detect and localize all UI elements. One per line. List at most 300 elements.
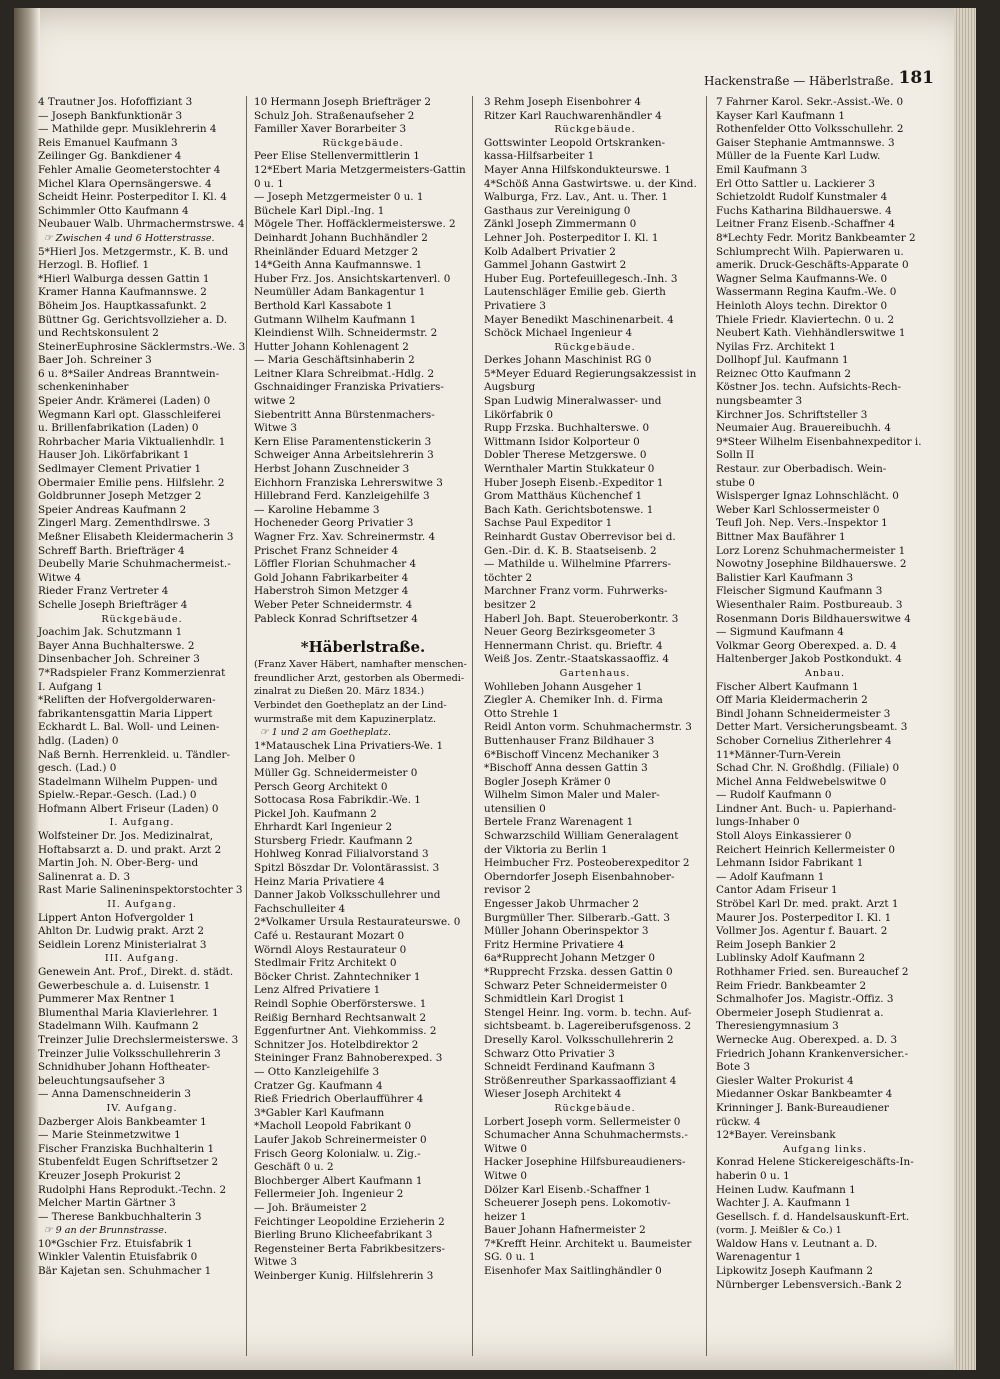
directory-entry: Stedlmair Fritz Architekt 0: [254, 957, 397, 970]
directory-entry: 6a*Rupprecht Johann Metzger 0: [484, 952, 656, 965]
directory-entry: Böheim Jos. Hauptkassafunkt. 2: [38, 299, 207, 312]
directory-entry: Siebentritt Anna Bürstenmachers-: [254, 408, 435, 421]
directory-entry: der Viktoria zu Berlin 1: [484, 843, 608, 856]
directory-entry: Ströbel Karl Dr. med. prakt. Arzt 1: [716, 898, 899, 911]
directory-entry: Wagner Selma Kaufmanns-We. 0: [716, 272, 888, 285]
directory-entry: Gschnaidinger Franziska Privatiers-: [254, 381, 444, 394]
directory-entry: Haberstroh Simon Metzger 4: [254, 585, 409, 598]
directory-page: [14, 8, 976, 1370]
directory-entry: — Joseph Metzgermeister 0 u. 1: [254, 191, 424, 204]
directory-entry: Detter Mart. Versicherungsbeamt. 3: [716, 721, 908, 734]
directory-entry: Wislsperger Ignaz Lohnschlächt. 0: [716, 490, 899, 503]
directory-entry: u. Brillenfabrikation (Laden) 0: [38, 422, 199, 435]
directory-entry: Persch Georg Architekt 0: [254, 780, 388, 793]
directory-entry: Schmidtlein Karl Drogist 1: [484, 993, 625, 1006]
directory-entry: 7 Fahrner Karol. Sekr.-Assist.-We. 0: [716, 96, 904, 108]
directory-entry: Heinz Maria Privatiere 4: [254, 875, 385, 888]
directory-entry: und Rechtskonsulent 2: [38, 327, 159, 340]
directory-entry: Rothenfelder Otto Volksschullehr. 2: [716, 123, 904, 136]
directory-entry: SG. 0 u. 1: [484, 1251, 536, 1264]
directory-entry: Martin Joh. N. Ober-Berg- und: [38, 857, 199, 870]
directory-entry: 11*Männer-Turn-Verein: [716, 748, 841, 761]
directory-entry: Fischer Albert Kaufmann 1: [716, 680, 859, 693]
directory-entry: Joachim Jak. Schutzmann 1: [38, 626, 183, 639]
directory-entry: Witwe 3: [254, 1256, 297, 1269]
directory-entry: Spielw.-Repar.-Gesch. (Lad.) 0: [38, 789, 197, 802]
directory-entry: Oberndorfer Joseph Eisenbahnober-: [484, 870, 675, 883]
directory-entry: Kleindienst Wilh. Schneidermstr. 2: [254, 327, 438, 340]
directory-entry: Nyilas Frz. Architekt 1: [716, 340, 836, 353]
directory-entry: — Joseph Bankfunktionär 3: [38, 109, 183, 122]
directory-entry: Herbst Johann Zuschneider 3: [254, 463, 410, 476]
directory-entry: 5*Meyer Eduard Regierungsakzessist in: [484, 367, 697, 380]
directory-entry: 4*Schöß Anna Gastwirtswe. u. der Kind.: [484, 177, 697, 190]
directory-entry: Kramer Hanna Kaufmannswe. 2: [38, 286, 207, 299]
directory-entry: Wilhelm Simon Maler und Maler-: [484, 789, 660, 802]
directory-entry: schenkeninhaber: [38, 381, 129, 394]
directory-entry: Haberl Joh. Bapt. Steueroberkontr. 3: [484, 612, 679, 625]
directory-entry: Schwarz Otto Privatier 3: [484, 1047, 615, 1060]
directory-entry: Schietzoldt Rudolf Kunstmaler 4: [716, 191, 888, 204]
directory-entry: Hacker Josephine Hilfsbureaudieners-: [484, 1156, 686, 1169]
directory-entry: Wagner Frz. Xav. Schreinermstr. 4: [254, 531, 436, 543]
directory-entry: Neuer Georg Bezirksgeometer 3: [484, 626, 656, 639]
street-description: freundlicher Arzt, gestorben als Obermedi-: [254, 672, 465, 684]
directory-entry: Müller de la Fuente Karl Ludw.: [716, 150, 881, 163]
directory-entry: 5*Hierl Jos. Metzgermstr., K. B. und: [38, 245, 229, 258]
directory-entry: — Rudolf Kaufmann 0: [716, 789, 832, 802]
directory-entry: Reis Emanuel Kaufmann 3: [38, 136, 178, 149]
directory-entry: Derkes Johann Maschinist RG 0: [484, 354, 652, 367]
directory-entry: Dölzer Karl Eisenb.-Schaffner 1: [484, 1183, 651, 1196]
directory-entry: Bittner Max Baufährer 1: [716, 531, 846, 543]
directory-entry: Büchele Karl Dipl.-Ing. 1: [254, 204, 385, 217]
directory-entry: Hohlweg Konrad Filialvorstand 3: [254, 848, 429, 861]
directory-entry: SteinerEuphrosine Säcklermstrs.-We. 3: [38, 340, 246, 353]
directory-entry: 8*Lechty Fedr. Moritz Bankbeamter 2: [716, 231, 916, 244]
directory-entry: Spitzl Böszdar Dr. Volontärassist. 3: [254, 862, 440, 875]
directory-entry: Eggenfurtner Ant. Viehkommiss. 2: [254, 1025, 437, 1038]
directory-entry: Regensteiner Berta Fabrikbesitzers-: [254, 1242, 445, 1255]
directory-entry: — Therese Bankbuchhalterin 3: [38, 1210, 202, 1223]
directory-entry: Wolfsteiner Dr. Jos. Medizinalrat,: [38, 830, 214, 843]
directory-entry: Otto Strehle 1: [484, 707, 559, 720]
directory-entry: lungs-Inhaber 0: [716, 816, 800, 829]
directory-entry: Familler Xaver Borarbeiter 3: [254, 123, 407, 136]
directory-entry: Böcker Christ. Zahntechniker 1: [254, 970, 421, 983]
directory-entry: Reißig Bernhard Rechtsanwalt 2: [254, 1011, 427, 1024]
directory-entry: utensilien 0: [484, 802, 546, 815]
directory-entry: Gutmann Wilhelm Kaufmann 1: [254, 313, 417, 326]
section-heading: I. Aufgang.: [109, 817, 175, 829]
cross-reference-note: ☞ Zwischen 4 und 6 Hotterstrasse.: [44, 232, 215, 244]
directory-entry: Mayer Anna Hilfskondukteurswe. 1: [484, 163, 671, 176]
column-3: [480, 96, 707, 1356]
directory-entry: Strößenreuther Sparkassaoffiziant 4: [484, 1074, 677, 1087]
directory-entry: 2*Volkamer Ursula Restaurateurswe. 0: [254, 916, 461, 929]
directory-entry: — Mathilde u. Wilhelmine Pfarrers-: [484, 558, 671, 571]
directory-entry: 6*Bischoff Vincenz Mechaniker 3: [484, 748, 660, 761]
directory-entry: Herzogl. B. Hoflief. 1: [38, 259, 150, 272]
directory-entry: Fellermeier Joh. Ingenieur 2: [254, 1188, 404, 1201]
directory-entry: revisor 2: [484, 884, 531, 897]
page-number: 181: [898, 68, 934, 88]
directory-entry: Schulz Joh. Straßenaufseher 2: [254, 109, 415, 122]
section-heading: Rückgebäude.: [101, 613, 183, 625]
directory-entry: 7*Krefft Heinr. Architekt u. Baumeister: [484, 1237, 692, 1250]
section-heading: Gartenhaus.: [559, 667, 631, 679]
directory-entry: Rupp Frzska. Buchhalterswe. 0: [484, 422, 650, 435]
section-heading: Rückgebäude.: [554, 124, 636, 136]
directory-entry: Reindl Sophie Oberförsterswe. 1: [254, 998, 427, 1010]
street-description: (vorm. J. Meißler & Co.) 1: [716, 1225, 842, 1237]
directory-entry: Witwe 0: [484, 1169, 527, 1182]
directory-entry: Mayer Benedikt Maschinenarbeit. 4: [484, 313, 674, 326]
directory-entry: Kayser Karl Kaufmann 1: [716, 109, 845, 122]
directory-entry: Huber Frz. Jos. Ansichtskartenverl. 0: [254, 272, 451, 285]
directory-entry: Gold Johann Fabrikarbeiter 4: [254, 571, 409, 584]
directory-entry: Lippert Anton Hofvergolder 1: [38, 911, 195, 924]
directory-entry: Schlumprecht Wilh. Papierwaren u.: [716, 245, 904, 258]
directory-entry: 7*Radspieler Franz Kommerzienrat: [38, 666, 226, 679]
directory-entry: Stursberg Friedr. Kaufmann 2: [254, 834, 413, 847]
directory-entry: Hillebrand Ferd. Kanzleigehilfe 3: [254, 490, 430, 503]
directory-entry: Rheinländer Eduard Metzger 2: [254, 245, 419, 258]
directory-entry: Scheidt Heinr. Posterpeditor I. Kl. 4: [38, 191, 227, 204]
directory-entry: Bindl Johann Schneidermeister 3: [716, 707, 891, 720]
column-2: [250, 96, 473, 1356]
directory-entry: 1*Matauschek Lina Privatiers-We. 1: [254, 739, 444, 752]
directory-entry: Hutter Johann Kohlenagent 2: [254, 340, 409, 353]
directory-entry: Gesellsch. f. d. Handelsauskunft-Ert.: [716, 1210, 910, 1223]
directory-entry: Privatiere 3: [484, 299, 547, 312]
directory-entry: Off Maria Kleidermacherin 2: [716, 694, 868, 707]
directory-entry: Wieser Joseph Architekt 4: [484, 1088, 622, 1101]
directory-entry: Kirchner Jos. Schriftsteller 3: [716, 408, 868, 421]
directory-entry: Lorbert Joseph vorm. Sellermeister 0: [484, 1115, 681, 1128]
directory-entry: Erl Otto Sattler u. Lackierer 3: [716, 177, 875, 190]
section-heading: IV. Aufgang.: [106, 1102, 178, 1114]
directory-entry: *Hierl Walburga dessen Gattin 1: [38, 272, 210, 285]
directory-entry: Müller Gg. Schneidermeister 0: [254, 766, 418, 779]
directory-entry: Bote 3: [716, 1061, 751, 1074]
directory-entry: Huber Eug. Portefeuillegesch.-Inh. 3: [484, 272, 678, 285]
directory-entry: Kreuzer Joseph Prokurist 2: [38, 1169, 181, 1182]
directory-entry: Burgmüller Ther. Silberarb.-Gatt. 3: [484, 911, 670, 924]
directory-entry: Gasthaus zur Vereinigung 0: [484, 204, 631, 217]
directory-entry: Dazberger Alois Bankbeamter 1: [38, 1115, 207, 1128]
directory-entry: Baer Joh. Schreiner 3: [38, 354, 152, 367]
directory-entry: Nürnberger Lebensversich.-Bank 2: [716, 1278, 902, 1291]
directory-entry: Wegmann Karl opt. Glasschleiferei: [38, 408, 221, 421]
directory-entry: Wernthaler Martin Stukkateur 0: [484, 463, 655, 476]
directory-entry: Cantor Adam Friseur 1: [716, 884, 838, 897]
directory-entry: Hoftabsarzt a. D. und prakt. Arzt 2: [38, 843, 222, 856]
directory-entry: Speier Andreas Kaufmann 2: [38, 503, 187, 516]
directory-entry: Engesser Jakob Uhrmacher 2: [484, 898, 640, 911]
directory-entry: rückw. 4: [716, 1115, 761, 1128]
directory-entry: Sottocasa Rosa Fabrikdir.-We. 1: [254, 794, 421, 807]
directory-entry: Ahlton Dr. Ludwig prakt. Arzt 2: [38, 925, 205, 938]
directory-entry: Lehner Joh. Posterpeditor I. Kl. 1: [484, 231, 659, 244]
directory-entry: — Karoline Hebamme 3: [254, 503, 380, 516]
directory-entry: 14*Geith Anna Kaufmannswe. 1: [254, 259, 423, 272]
directory-entry: Buttenhauser Franz Bildhauer 3: [484, 734, 655, 747]
column-1: [34, 96, 247, 1356]
directory-entry: Goldbrunner Joseph Metzger 2: [38, 490, 202, 503]
directory-entry: Restaur. zur Oberbadisch. Wein-: [716, 463, 887, 476]
street-heading: *Häberlstraße.: [300, 638, 426, 657]
directory-entry: Pummerer Max Rentner 1: [38, 993, 176, 1006]
directory-entry: — Adolf Kaufmann 1: [716, 870, 825, 883]
directory-entry: Friedrich Johann Krankenversicher.-: [716, 1047, 909, 1060]
directory-entry: Dobler Therese Metzgerswe. 0: [484, 449, 647, 462]
directory-entry: Schad Chr. N. Großhdlg. (Filiale) 0: [716, 762, 900, 775]
directory-entry: Neubert Kath. Viehhändlerswitwe 1: [716, 327, 906, 340]
directory-entry: Weber Peter Schneidermstr. 4: [254, 598, 413, 611]
directory-entry: Bauer Johann Hafnermeister 2: [484, 1224, 646, 1237]
directory-entry: Naß Bernh. Herrenkleid. u. Tändler-: [38, 748, 231, 761]
directory-entry: Witwe 4: [38, 571, 81, 584]
directory-entry: Dollhopf Jul. Kaufmann 1: [716, 354, 849, 367]
directory-entry: Nowotny Josephine Bildhauerswe. 2: [716, 558, 907, 571]
directory-entry: fabrikantensgattin Maria Lippert: [38, 707, 213, 720]
directory-entry: Fehler Amalie Geometerstochter 4: [38, 163, 221, 176]
directory-entry: heizer 1: [484, 1210, 527, 1223]
directory-entry: Thiele Friedr. Klaviertechn. 0 u. 2: [716, 313, 895, 326]
directory-entry: Weinberger Kunig. Hilfslehrerin 3: [254, 1269, 434, 1282]
directory-entry: Kern Elise Paramentenstickerin 3: [254, 435, 432, 448]
directory-entry: Schober Cornelius Zitherlehrer 4: [716, 734, 892, 747]
directory-entry: Weiß Jos. Zentr.-Staatskassaoffiz. 4: [484, 653, 669, 666]
directory-entry: Zänkl Joseph Zimmermann 0: [484, 218, 637, 231]
directory-entry: Bierling Bruno Klicheefabrikant 3: [254, 1229, 433, 1242]
street-description: wurmstraße mit dem Kapuzinerplatz.: [254, 713, 436, 725]
directory-entry: Rohrbacher Maria Viktualienhdlr. 1: [38, 435, 226, 448]
directory-entry: Witwe 0: [484, 1142, 527, 1155]
directory-entry: — Anna Damenschneiderin 3: [38, 1088, 192, 1101]
directory-entry: Heimbucher Frz. Posteoberexpeditor 2: [484, 857, 690, 870]
directory-entry: Müller Johann Oberinspektor 3: [484, 925, 649, 938]
directory-entry: Hocheneder Georg Privatier 3: [254, 517, 414, 530]
directory-entry: Reiznec Otto Kaufmann 2: [716, 367, 852, 380]
directory-entry: Schweiger Anna Arbeitslehrerin 3: [254, 449, 434, 462]
directory-entry: Treinzer Julie Drechslermeisterswe. 3: [38, 1033, 239, 1046]
directory-entry: Emil Kaufmann 3: [716, 163, 808, 176]
directory-entry: besitzer 2: [484, 598, 537, 611]
directory-entry: Neubauer Walb. Uhrmachermstrswe. 4: [38, 218, 245, 231]
directory-entry: *Reliften der Hofvergolderwaren-: [38, 694, 216, 707]
directory-entry: Zingerl Marg. Zementhdlrswe. 3: [38, 517, 211, 530]
directory-entry: Meßner Elisabeth Kleidermacherin 3: [38, 531, 234, 543]
directory-entry: sichtsbeamt. b. Lagereiberufsgenoss. 2: [484, 1020, 692, 1033]
directory-entry: *Macholl Leopold Fabrikant 0: [254, 1120, 412, 1133]
street-description: zinalrat zu Dießen 20. März 1834.): [254, 686, 425, 698]
directory-entry: — Sigmund Kaufmann 4: [716, 626, 844, 639]
directory-entry: Teufl Joh. Nep. Vers.-Inspektor 1: [716, 517, 888, 530]
cross-reference-note: ☞ 9 an der Brunnstrasse.: [44, 1225, 168, 1237]
directory-entry: Lang Joh. Melber 0: [254, 753, 356, 766]
directory-entry: Vollmer Jos. Agentur f. Bauart. 2: [716, 925, 888, 938]
directory-entry: Blumenthal Maria Klavierlehrer. 1: [38, 1006, 219, 1019]
directory-entry: Marchner Franz vorm. Fuhrwerks-: [484, 585, 668, 598]
directory-entry: 9*Steer Wilhelm Eisenbahnexpeditor i.: [716, 435, 922, 448]
directory-entry: Fritz Hermine Privatiere 4: [484, 938, 624, 951]
directory-entry: Gammel Johann Gastwirt 2: [484, 259, 627, 272]
directory-entry: Stadelmann Wilh. Kaufmann 2: [38, 1020, 199, 1033]
directory-entry: Wachter J. A. Kaufmann 1: [716, 1197, 851, 1210]
directory-entry: Speier Andr. Krämerei (Laden) 0: [38, 395, 211, 408]
directory-entry: Konrad Helene Stickereigeschäfts-In-: [716, 1156, 914, 1169]
directory-entry: Lorz Lorenz Schuhmachermeister 1: [716, 544, 906, 557]
directory-entry: Cratzer Gg. Kaufmann 4: [254, 1079, 383, 1092]
directory-entry: Haltenberger Jakob Postkondukt. 4: [716, 653, 902, 666]
directory-entry: Löffler Florian Schuhmacher 4: [254, 558, 417, 571]
directory-entry: Leitner Franz Eisenb.-Schaffner 4: [716, 218, 895, 231]
directory-entry: Lautenschläger Emilie geb. Gierth: [484, 286, 666, 299]
directory-entry: Lehmann Isidor Fabrikant 1: [716, 857, 864, 870]
directory-entry: Sedlmayer Clement Privatier 1: [38, 463, 202, 476]
directory-entry: Sachse Paul Expeditor 1: [484, 517, 613, 530]
directory-entry: Wassermann Regina Kaufm.-We. 0: [716, 286, 897, 299]
directory-entry: Eisenhofer Max Saitlinghändler 0: [484, 1265, 662, 1278]
directory-entry: Pableck Konrad Schriftsetzer 4: [254, 612, 418, 625]
directory-entry: Dinsenbacher Joh. Schreiner 3: [38, 653, 200, 666]
directory-entry: Augsburg: [484, 381, 536, 394]
directory-entry: Schnidhuber Johann Hoftheater-: [38, 1061, 210, 1074]
directory-entry: Kolb Adalbert Privatier 2: [484, 245, 616, 258]
directory-entry: Witwe 3: [254, 422, 297, 435]
directory-entry: Warenagentur 1: [716, 1251, 802, 1264]
directory-entry: Wörndl Aloys Restaurateur 0: [254, 943, 407, 956]
directory-entry: Maurer Jos. Posterpeditor I. Kl. 1: [716, 911, 892, 924]
directory-entry: Rieder Franz Vertreter 4: [38, 585, 169, 598]
directory-entry: Reim Joseph Bankier 2: [716, 938, 837, 951]
directory-entry: Weber Karl Schlossermeister 0: [716, 503, 880, 516]
directory-entry: Likörfabrik 0: [484, 408, 553, 421]
directory-entry: Hennermann Christ. qu. Brieftr. 4: [484, 639, 663, 652]
directory-entry: — Maria Geschäftsinhaberin 2: [254, 354, 415, 367]
directory-entry: Wiesenthaler Raim. Postbureaub. 3: [716, 598, 903, 611]
section-heading: II. Aufgang.: [107, 899, 177, 911]
street-description: Verbindet den Goetheplatz an der Lind-: [254, 699, 447, 711]
directory-entry: Wernecke Aug. Oberexped. a. D. 3: [716, 1033, 898, 1046]
column-4: [712, 96, 934, 1356]
directory-entry: Fuchs Katharina Bildhauerswe. 4: [716, 204, 892, 217]
section-heading: III. Aufgang.: [104, 953, 180, 965]
directory-entry: Schumacher Anna Schuhmachermsts.-: [484, 1129, 688, 1142]
directory-entry: Reidl Anton vorm. Schuhmachermstr. 3: [484, 721, 692, 734]
directory-entry: Ritzer Karl Rauchwarenhändler 4: [484, 109, 662, 122]
directory-entry: 10 Hermann Joseph Briefträger 2: [254, 96, 431, 108]
directory-entry: Laufer Jakob Schreinermeister 0: [254, 1133, 427, 1146]
directory-entry: Salinenrat a. D. 3: [38, 870, 131, 883]
directory-entry: — Otto Kanzleigehilfe 3: [254, 1065, 380, 1078]
directory-entry: Span Ludwig Mineralwasser- und: [484, 395, 662, 408]
directory-entry: Deubelly Marie Schuhmachermeist.-: [38, 558, 231, 571]
section-heading: Anbau.: [804, 667, 846, 679]
directory-entry: Gottswinter Leopold Ortskranken-: [484, 136, 666, 149]
street-description: (Franz Xaver Häbert, namhafter menschen-: [254, 659, 467, 671]
directory-entry: Hauser Joh. Likörfabrikant 1: [38, 449, 190, 462]
directory-entry: Pickel Joh. Kaufmann 2: [254, 807, 377, 820]
directory-entry: Bertele Franz Warenagent 1: [484, 816, 634, 829]
directory-entry: I. Aufgang 1: [38, 680, 103, 693]
directory-entry: — Marie Steinmetzwitwe 1: [38, 1129, 181, 1142]
directory-entry: beleuchtungsaufseher 3: [38, 1074, 165, 1087]
directory-entry: witwe 2: [254, 395, 296, 408]
directory-entry: Seidlein Lorenz Ministerialrat 3: [38, 938, 207, 951]
directory-entry: Miedanner Oskar Bankbeamter 4: [716, 1088, 893, 1101]
directory-entry: stube 0: [716, 476, 755, 489]
directory-entry: Gaiser Stephanie Amtmannswe. 3: [716, 136, 895, 149]
directory-entry: Heinen Ludw. Kaufmann 1: [716, 1183, 856, 1196]
directory-entry: Köstner Jos. techn. Aufsichts-Rech-: [716, 381, 902, 394]
directory-entry: Stoll Aloys Einkassierer 0: [716, 830, 852, 843]
directory-entry: 12*Bayer. Vereinsbank: [716, 1129, 836, 1142]
directory-entry: Ziegler A. Chemiker Inh. d. Firma: [484, 694, 663, 707]
directory-entry: hdlg. (Laden) 0: [38, 734, 119, 747]
directory-entry: Gen.-Dir. d. K. B. Staatseisenb. 2: [484, 544, 657, 557]
directory-entry: Reichert Heinrich Kellermeister 0: [716, 843, 895, 856]
directory-entry: Reim Friedr. Bankbeamter 2: [716, 979, 867, 992]
directory-entry: Michel Anna Feldwebelswitwe 0: [716, 775, 887, 788]
directory-entry: Rudolphi Hans Reprodukt.-Techn. 2: [38, 1183, 227, 1196]
directory-entry: Winkler Valentin Etuisfabrik 0: [38, 1251, 198, 1264]
directory-entry: Fachschulleiter 4: [254, 902, 346, 915]
directory-entry: Walburga, Frz. Lav., Ant. u. Ther. 1: [484, 191, 669, 204]
directory-entry: haberin 0 u. 1: [716, 1169, 790, 1182]
directory-entry: 6 u. 8*Sailer Andreas Branntwein-: [38, 367, 220, 380]
directory-entry: Geschäft 0 u. 2: [254, 1161, 334, 1174]
section-heading: Rückgebäude.: [322, 137, 404, 149]
directory-entry: Schreff Barth. Briefträger 4: [38, 544, 185, 557]
directory-entry: Wohlleben Johann Ausgeher 1: [484, 680, 643, 693]
section-heading: Aufgang links.: [783, 1143, 867, 1155]
directory-entry: Krinninger J. Bank-Bureaudiener: [716, 1101, 889, 1114]
directory-entry: Rothhamer Fried. sen. Bureauchef 2: [716, 966, 909, 978]
directory-entry: Prischet Franz Schneider 4: [254, 544, 399, 557]
directory-entry: Büttner Gg. Gerichtsvollzieher a. D.: [38, 313, 227, 326]
directory-entry: Schnitzer Jos. Hotelbdirektor 2: [254, 1038, 419, 1051]
directory-entry: Volkmar Georg Oberexped. a. D. 4: [716, 639, 897, 652]
directory-entry: gesch. (Lad.) 0: [38, 762, 117, 775]
directory-entry: Bär Kajetan sen. Schuhmacher 1: [38, 1265, 212, 1278]
directory-entry: Schmalhofer Jos. Magistr.-Offiz. 3: [716, 993, 894, 1006]
directory-entry: Schöck Michael Ingenieur 4: [484, 327, 633, 340]
directory-entry: Fleischer Sigmund Kaufmann 3: [716, 585, 883, 598]
directory-entry: Danner Jakob Volksschullehrer und: [254, 889, 441, 902]
directory-entry: 3 Rehm Joseph Eisenbohrer 4: [484, 96, 641, 108]
directory-entry: Bach Kath. Gerichtsbotenswe. 1: [484, 503, 654, 516]
directory-entry: Rosenmann Doris Bildhauerswitwe 4: [716, 612, 911, 625]
running-header: [704, 68, 934, 90]
directory-entry: Obermaier Emilie pens. Hilfslehr. 2: [38, 476, 225, 489]
directory-entry: Grom Matthäus Küchenchef 1: [484, 490, 643, 503]
directory-entry: — Mathilde gepr. Musiklehrerin 4: [38, 123, 217, 136]
directory-entry: Neumüller Adam Bankagentur 1: [254, 286, 426, 299]
directory-entry: nungsbeamter 3: [716, 395, 803, 408]
directory-entry: Steininger Franz Bahnoberexped. 3: [254, 1052, 443, 1065]
directory-entry: Blochberger Albert Kaufmann 1: [254, 1174, 423, 1187]
directory-entry: Giesler Walter Prokurist 4: [716, 1074, 854, 1087]
directory-entry: Stadelmann Wilhelm Puppen- und: [38, 775, 218, 788]
directory-entry: Stengel Heinr. Ing. vorm. b. techn. Auf-: [484, 1006, 692, 1019]
directory-entry: Café u. Restaurant Mozart 0: [254, 930, 405, 943]
directory-entry: — Joh. Bräumeister 2: [254, 1201, 367, 1214]
directory-entry: Lipkowitz Joseph Kaufmann 2: [716, 1265, 873, 1278]
directory-entry: Rieß Friedrich Oberlaufführer 4: [254, 1093, 424, 1106]
